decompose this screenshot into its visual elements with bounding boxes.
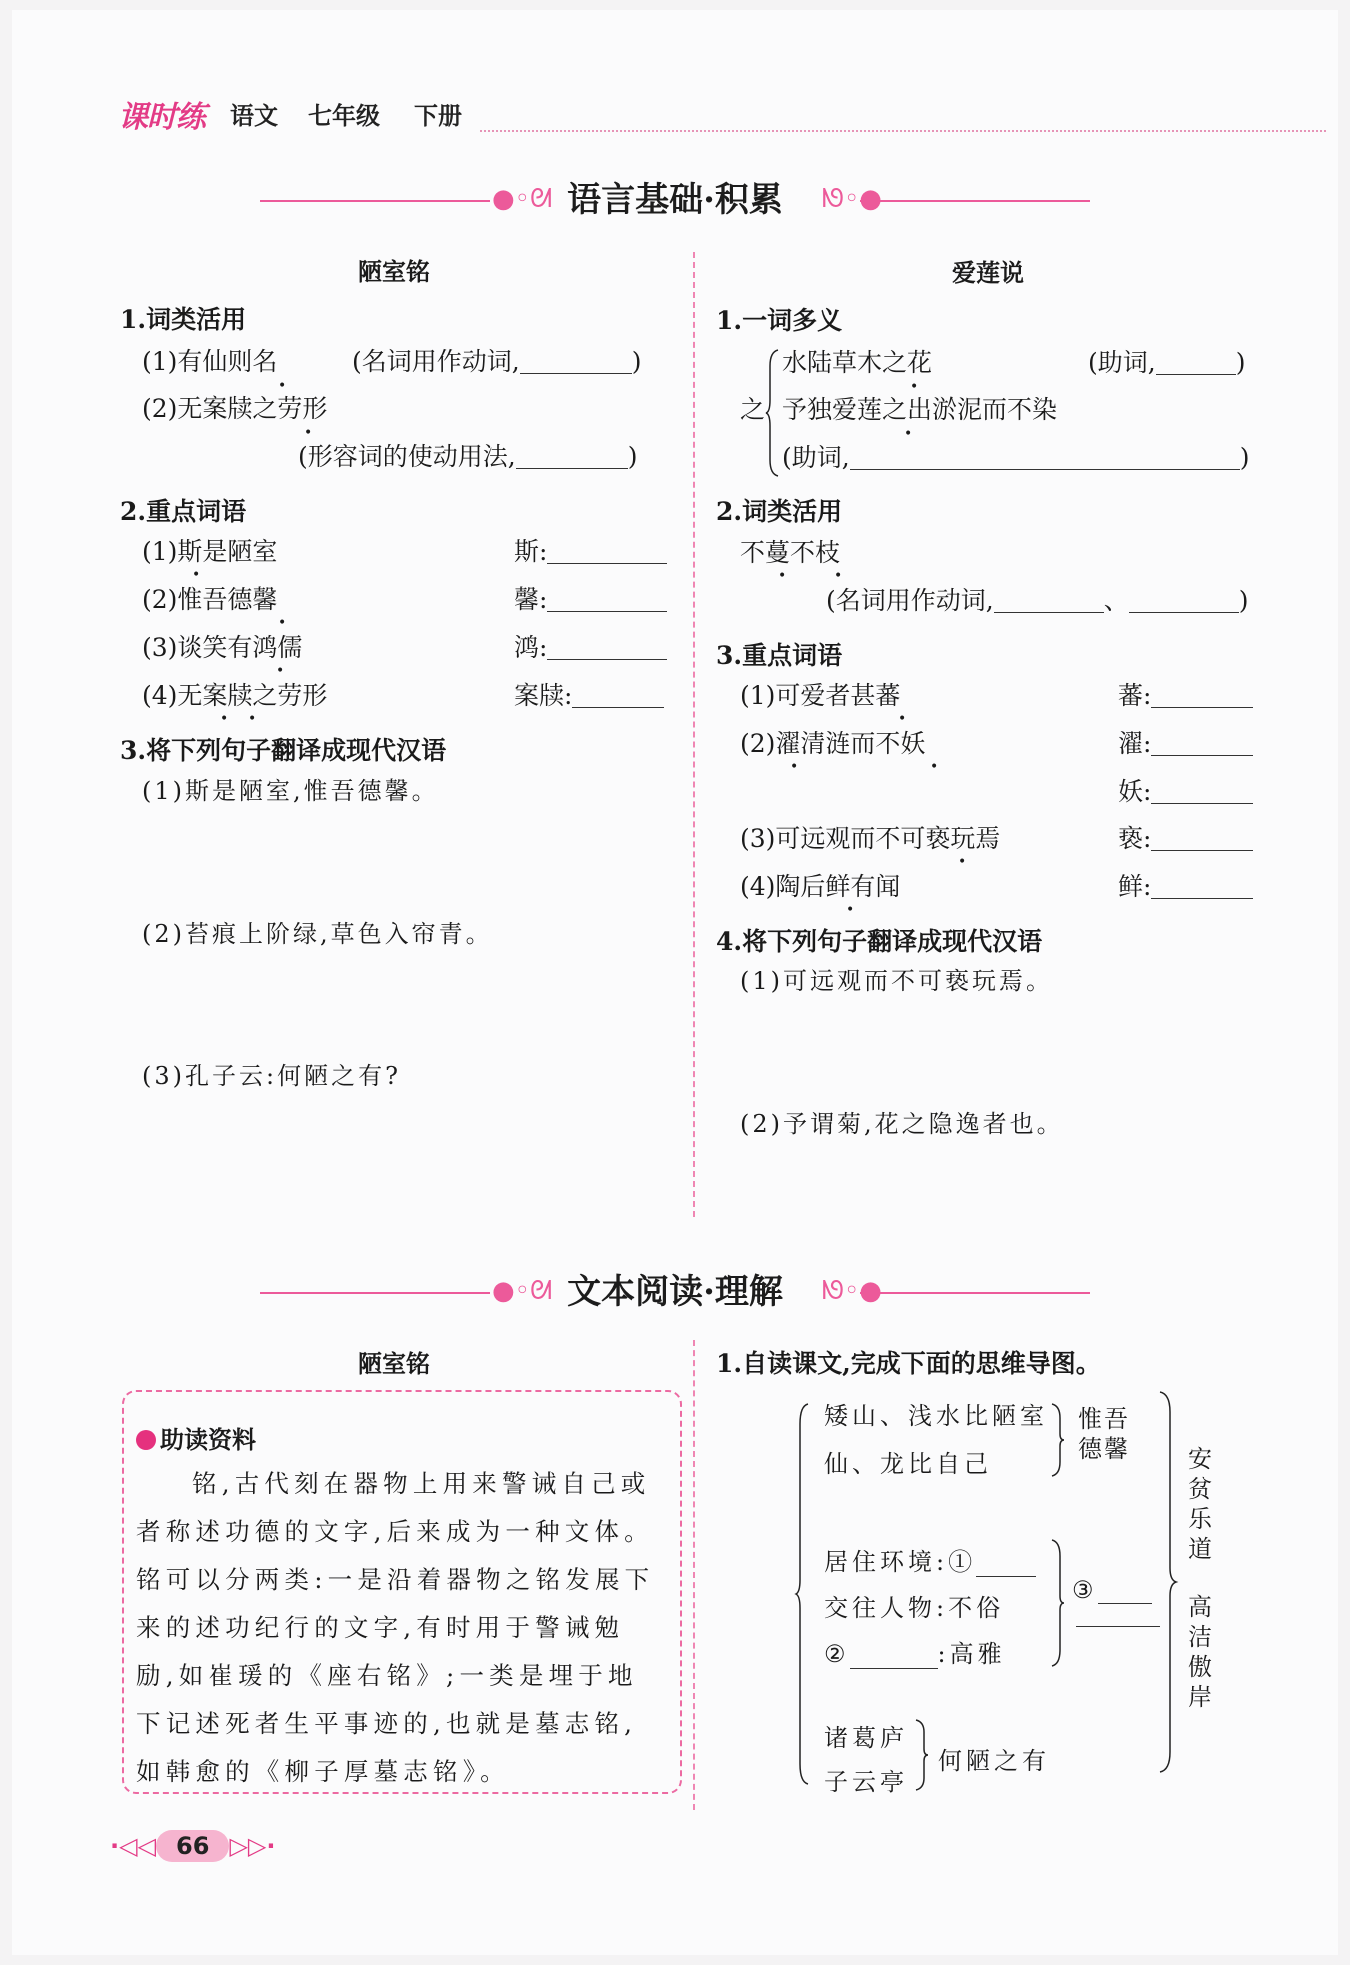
right-q3-item-1: (1)可爱者甚蕃: [740, 681, 901, 710]
section-title-basics: 语言基础·积累: [510, 172, 840, 221]
left-q2-item-3: (3)谈笑有鸿儒: [142, 633, 303, 662]
right-q3-key-5: 鲜:: [1118, 874, 1253, 899]
mindmap-anpin: 安贫乐道: [1188, 1445, 1212, 1563]
right-q3-key-2: 濯:: [1118, 731, 1253, 756]
right-q1-b: 予独爱莲之出淤泥而不染: [782, 395, 1058, 424]
mindmap-ziyun: 子云亭: [824, 1768, 908, 1796]
emphasis-dot: •: [904, 426, 913, 442]
emphasis-dot: •: [930, 759, 939, 775]
emphasis-dot: •: [778, 568, 787, 584]
emphasis-dot: •: [910, 379, 919, 395]
header-grade: 七年级: [308, 102, 380, 130]
answer-blank[interactable]: [1098, 1579, 1152, 1604]
right-q3-item-2: (2)濯清涟而不妖: [740, 729, 926, 758]
answer-blank[interactable]: [547, 635, 667, 660]
answer-blank[interactable]: [1129, 588, 1239, 613]
emphasis-dot: •: [220, 711, 229, 727]
mindmap-gaoya: ② :高雅: [824, 1640, 1006, 1668]
left-q3-3: (3)孔子云:何陋之有?: [142, 1062, 401, 1090]
answer-blank[interactable]: [1156, 350, 1236, 375]
right-q1: 1.一词多义: [716, 306, 843, 335]
left-q3-2: (2)苔痕上阶绿,草色入帘青。: [142, 920, 493, 948]
brand-logo: 课时练: [118, 100, 205, 135]
brace-left-icon: [766, 350, 780, 476]
right-q1-a-note: (助词, ): [1088, 348, 1246, 377]
mindmap-zhuge: 诸葛庐: [824, 1724, 908, 1752]
left-q2-key-1: 斯:: [514, 539, 667, 564]
mindmap-helou: 何陋之有: [938, 1747, 1050, 1775]
right-zhi: 之: [740, 395, 766, 424]
right-q3-key-4: 亵:: [1118, 826, 1253, 851]
right-q3-key-3: 妖:: [1118, 779, 1253, 804]
header-volume: 下册: [414, 102, 462, 130]
ornament-left-icon: ●◦ᘛ: [492, 1276, 553, 1306]
reading-q1: 1.自读课文,完成下面的思维导图。: [716, 1349, 1101, 1378]
right-q4-2: (2)予谓菊,花之隐逸者也。: [740, 1110, 1064, 1138]
right-q3: 3.重点词语: [716, 641, 843, 670]
answer-blank[interactable]: [520, 349, 632, 374]
mindmap-weiwu: 惟吾德馨: [1078, 1405, 1130, 1463]
answer-blank[interactable]: [976, 1552, 1036, 1577]
left-q1-1: (1)有仙则名: [142, 347, 278, 376]
left-q2-key-2: 馨:: [514, 587, 667, 612]
ornament-right-icon: ᘚ◦●: [821, 1276, 882, 1306]
header-subject: 语文: [230, 102, 278, 130]
answer-blank[interactable]: [516, 444, 628, 469]
mindmap-line2: 仙、龙比自己: [824, 1450, 992, 1478]
section-title-reading: 文本阅读·理解: [510, 1264, 840, 1313]
left-q1-1-note: (名词用作动词, ): [352, 347, 642, 376]
emphasis-dot: •: [834, 568, 843, 584]
answer-blank[interactable]: [850, 1644, 938, 1669]
right-q3-item-4: (3)可远观而不可亵玩焉: [740, 824, 1001, 853]
emphasis-dot: •: [846, 902, 855, 918]
emphasis-dot: •: [304, 425, 313, 441]
left-q1: 1.词类活用: [120, 305, 247, 334]
answer-blank[interactable]: [547, 539, 667, 564]
answer-blank[interactable]: [1076, 1626, 1160, 1627]
reading-aid-heading: 助读资料: [136, 1420, 256, 1455]
left-q2-item-4: (4)无案牍之劳形: [142, 681, 328, 710]
brace-mindmap-left-icon: [796, 1404, 810, 1784]
left-q2-key-4: 案牍:: [514, 683, 664, 708]
emphasis-dot: •: [278, 615, 287, 631]
bullet-icon: [136, 1430, 156, 1450]
right-q3-item-5: (4)陶后鲜有闻: [740, 872, 901, 901]
column-divider: [693, 1340, 695, 1810]
answer-blank[interactable]: [1151, 731, 1253, 756]
header-rule: [480, 130, 1326, 132]
left-q2-item-2: (2)惟吾德馨: [142, 585, 278, 614]
answer-blank[interactable]: [1151, 683, 1253, 708]
brace-right-icon: [916, 1720, 928, 1790]
ornament-left-icon: ●◦ᘛ: [492, 184, 553, 214]
section-banner-reading: [260, 1262, 1090, 1322]
emphasis-dot: •: [276, 663, 285, 679]
reading-aid-text: 铭,古代刻在器物上用来警诫自己或者称述功德的文字,后来成为一种文体。铭可以分两类:一是沿着器物之铭发展下来的述功纪行的文字,有时用于警诫勉励,如崔瑗的《座右铭》;一类是埋于地下记述死者生平事迹的,也就是墓志铭,如韩愈的《柳子厚墓志铭》。: [136, 1469, 655, 1786]
ornament-right-icon: ᘚ◦●: [821, 184, 882, 214]
right-q4-1: (1)可远观而不可亵玩焉。: [740, 967, 1053, 995]
left-q2: 2.重点词语: [120, 497, 247, 526]
emphasis-dot: •: [790, 759, 799, 775]
brace-right-icon: [1052, 1404, 1064, 1476]
column-divider: [693, 252, 695, 1217]
mindmap-env: 居住环境:①: [824, 1542, 1036, 1577]
emphasis-dot: •: [958, 854, 967, 870]
left-q1-2-note: (形容词的使动用法, ): [298, 442, 638, 471]
right-q2: 2.词类活用: [716, 497, 843, 526]
answer-blank[interactable]: [547, 587, 667, 612]
right-q3-key-1: 蕃:: [1118, 683, 1253, 708]
emphasis-dot: •: [898, 711, 907, 727]
left-title: 陋室铭: [358, 258, 430, 286]
mindmap-gaojie: 高洁傲岸: [1188, 1593, 1212, 1711]
emphasis-dot: •: [192, 567, 201, 583]
left-q3: 3.将下列句子翻译成现代汉语: [120, 736, 447, 765]
left-q2-key-3: 鸿:: [514, 635, 667, 660]
right-q1-c-note: (助词, ): [782, 443, 1250, 472]
emphasis-dot: •: [278, 378, 287, 394]
brace-big-right-icon: [1158, 1392, 1176, 1772]
section-banner-basics: [260, 170, 1090, 230]
reading-left-title: 陋室铭: [358, 1350, 430, 1378]
answer-blank[interactable]: [850, 445, 1240, 470]
answer-blank[interactable]: [1151, 874, 1253, 899]
page-number: ·◁◁ 66 ▷▷·: [110, 1832, 276, 1860]
answer-blank[interactable]: [572, 683, 664, 708]
brace-right-icon: [1052, 1540, 1064, 1666]
right-q1-a: 水陆草木之花: [782, 348, 933, 377]
mindmap-people: 交往人物:不俗: [824, 1594, 1005, 1622]
mindmap-circ3: ③: [1072, 1576, 1152, 1604]
answer-blank[interactable]: [994, 588, 1104, 613]
left-q3-1: (1)斯是陋室,惟吾德馨。: [142, 777, 439, 805]
right-q4: 4.将下列句子翻译成现代汉语: [716, 927, 1043, 956]
answer-blank[interactable]: [1151, 826, 1253, 851]
emphasis-dot: •: [248, 711, 257, 727]
left-q1-2: (2)无案牍之劳形: [142, 394, 328, 423]
right-q2-note: (名词用作动词, 、 ): [826, 586, 1249, 615]
right-q2-text: 不蔓不枝: [740, 538, 841, 567]
mindmap-line1: 矮山、浅水比陋室: [824, 1402, 1048, 1430]
right-title: 爱莲说: [952, 259, 1024, 287]
answer-blank[interactable]: [1151, 779, 1253, 804]
left-q2-item-1: (1)斯是陋室: [142, 537, 278, 566]
